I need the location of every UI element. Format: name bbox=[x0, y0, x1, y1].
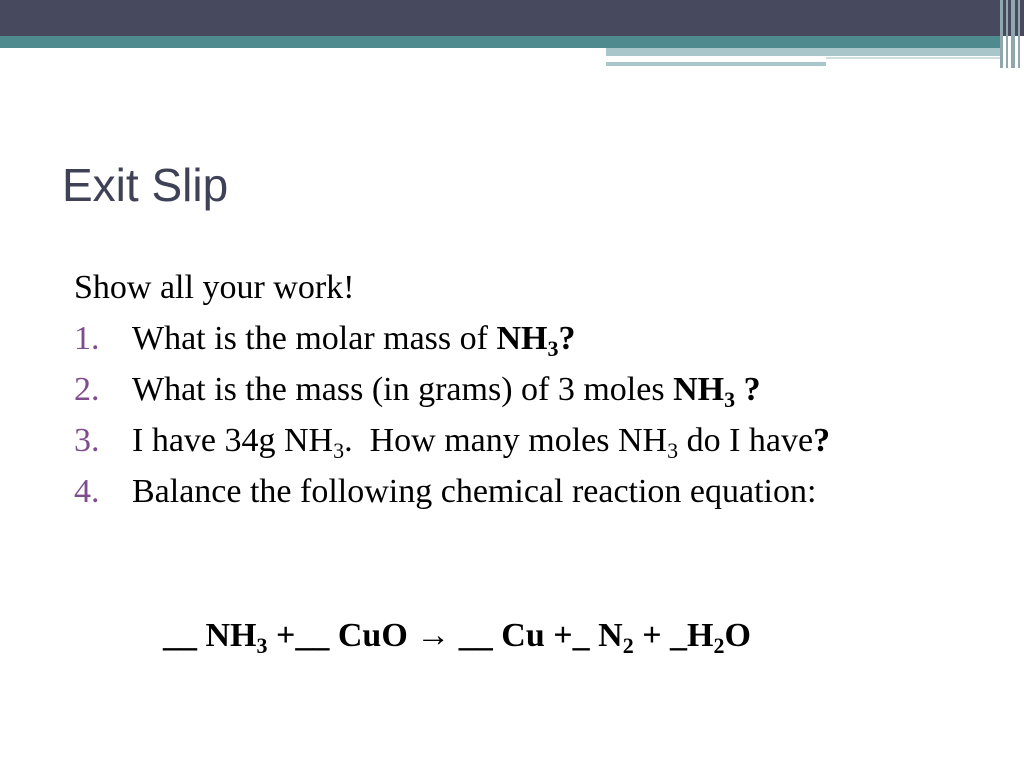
question-4 bbox=[74, 466, 974, 517]
header-stripes bbox=[998, 0, 1024, 68]
header-accent-light bbox=[606, 48, 1001, 56]
slide-title: Exit Slip bbox=[62, 159, 229, 211]
question-text: Balance the following chemical reaction equation: bbox=[132, 473, 817, 510]
question-2 bbox=[74, 364, 974, 415]
intro-text: Show all your work! bbox=[74, 269, 355, 306]
question-number: 2. bbox=[74, 371, 100, 408]
slide-body bbox=[74, 262, 974, 517]
header-accent-short bbox=[606, 62, 826, 66]
question-text: What is the molar mass of $NH_3$? bbox=[132, 320, 576, 361]
question-number: 1. bbox=[74, 320, 100, 357]
question-text: I have 34g $NH_3$. How many moles $NH_3$ do I have? bbox=[132, 422, 831, 463]
question-list bbox=[74, 313, 974, 517]
question-number: 3. bbox=[74, 422, 100, 459]
header-accent-line bbox=[826, 57, 1001, 59]
question-text: What is the mass (in grams) of 3 moles $NH_3$ ? bbox=[132, 371, 761, 412]
question-3 bbox=[74, 415, 974, 466]
header-bar bbox=[0, 0, 1024, 36]
header-accent-band bbox=[0, 36, 1000, 48]
question-1 bbox=[74, 313, 974, 364]
chemical-equation: __ $NH_3$ +__ CuO → __ Cu +_ $N_2$ + $\_H_2O$ bbox=[163, 617, 751, 658]
question-number: 4. bbox=[74, 473, 100, 510]
